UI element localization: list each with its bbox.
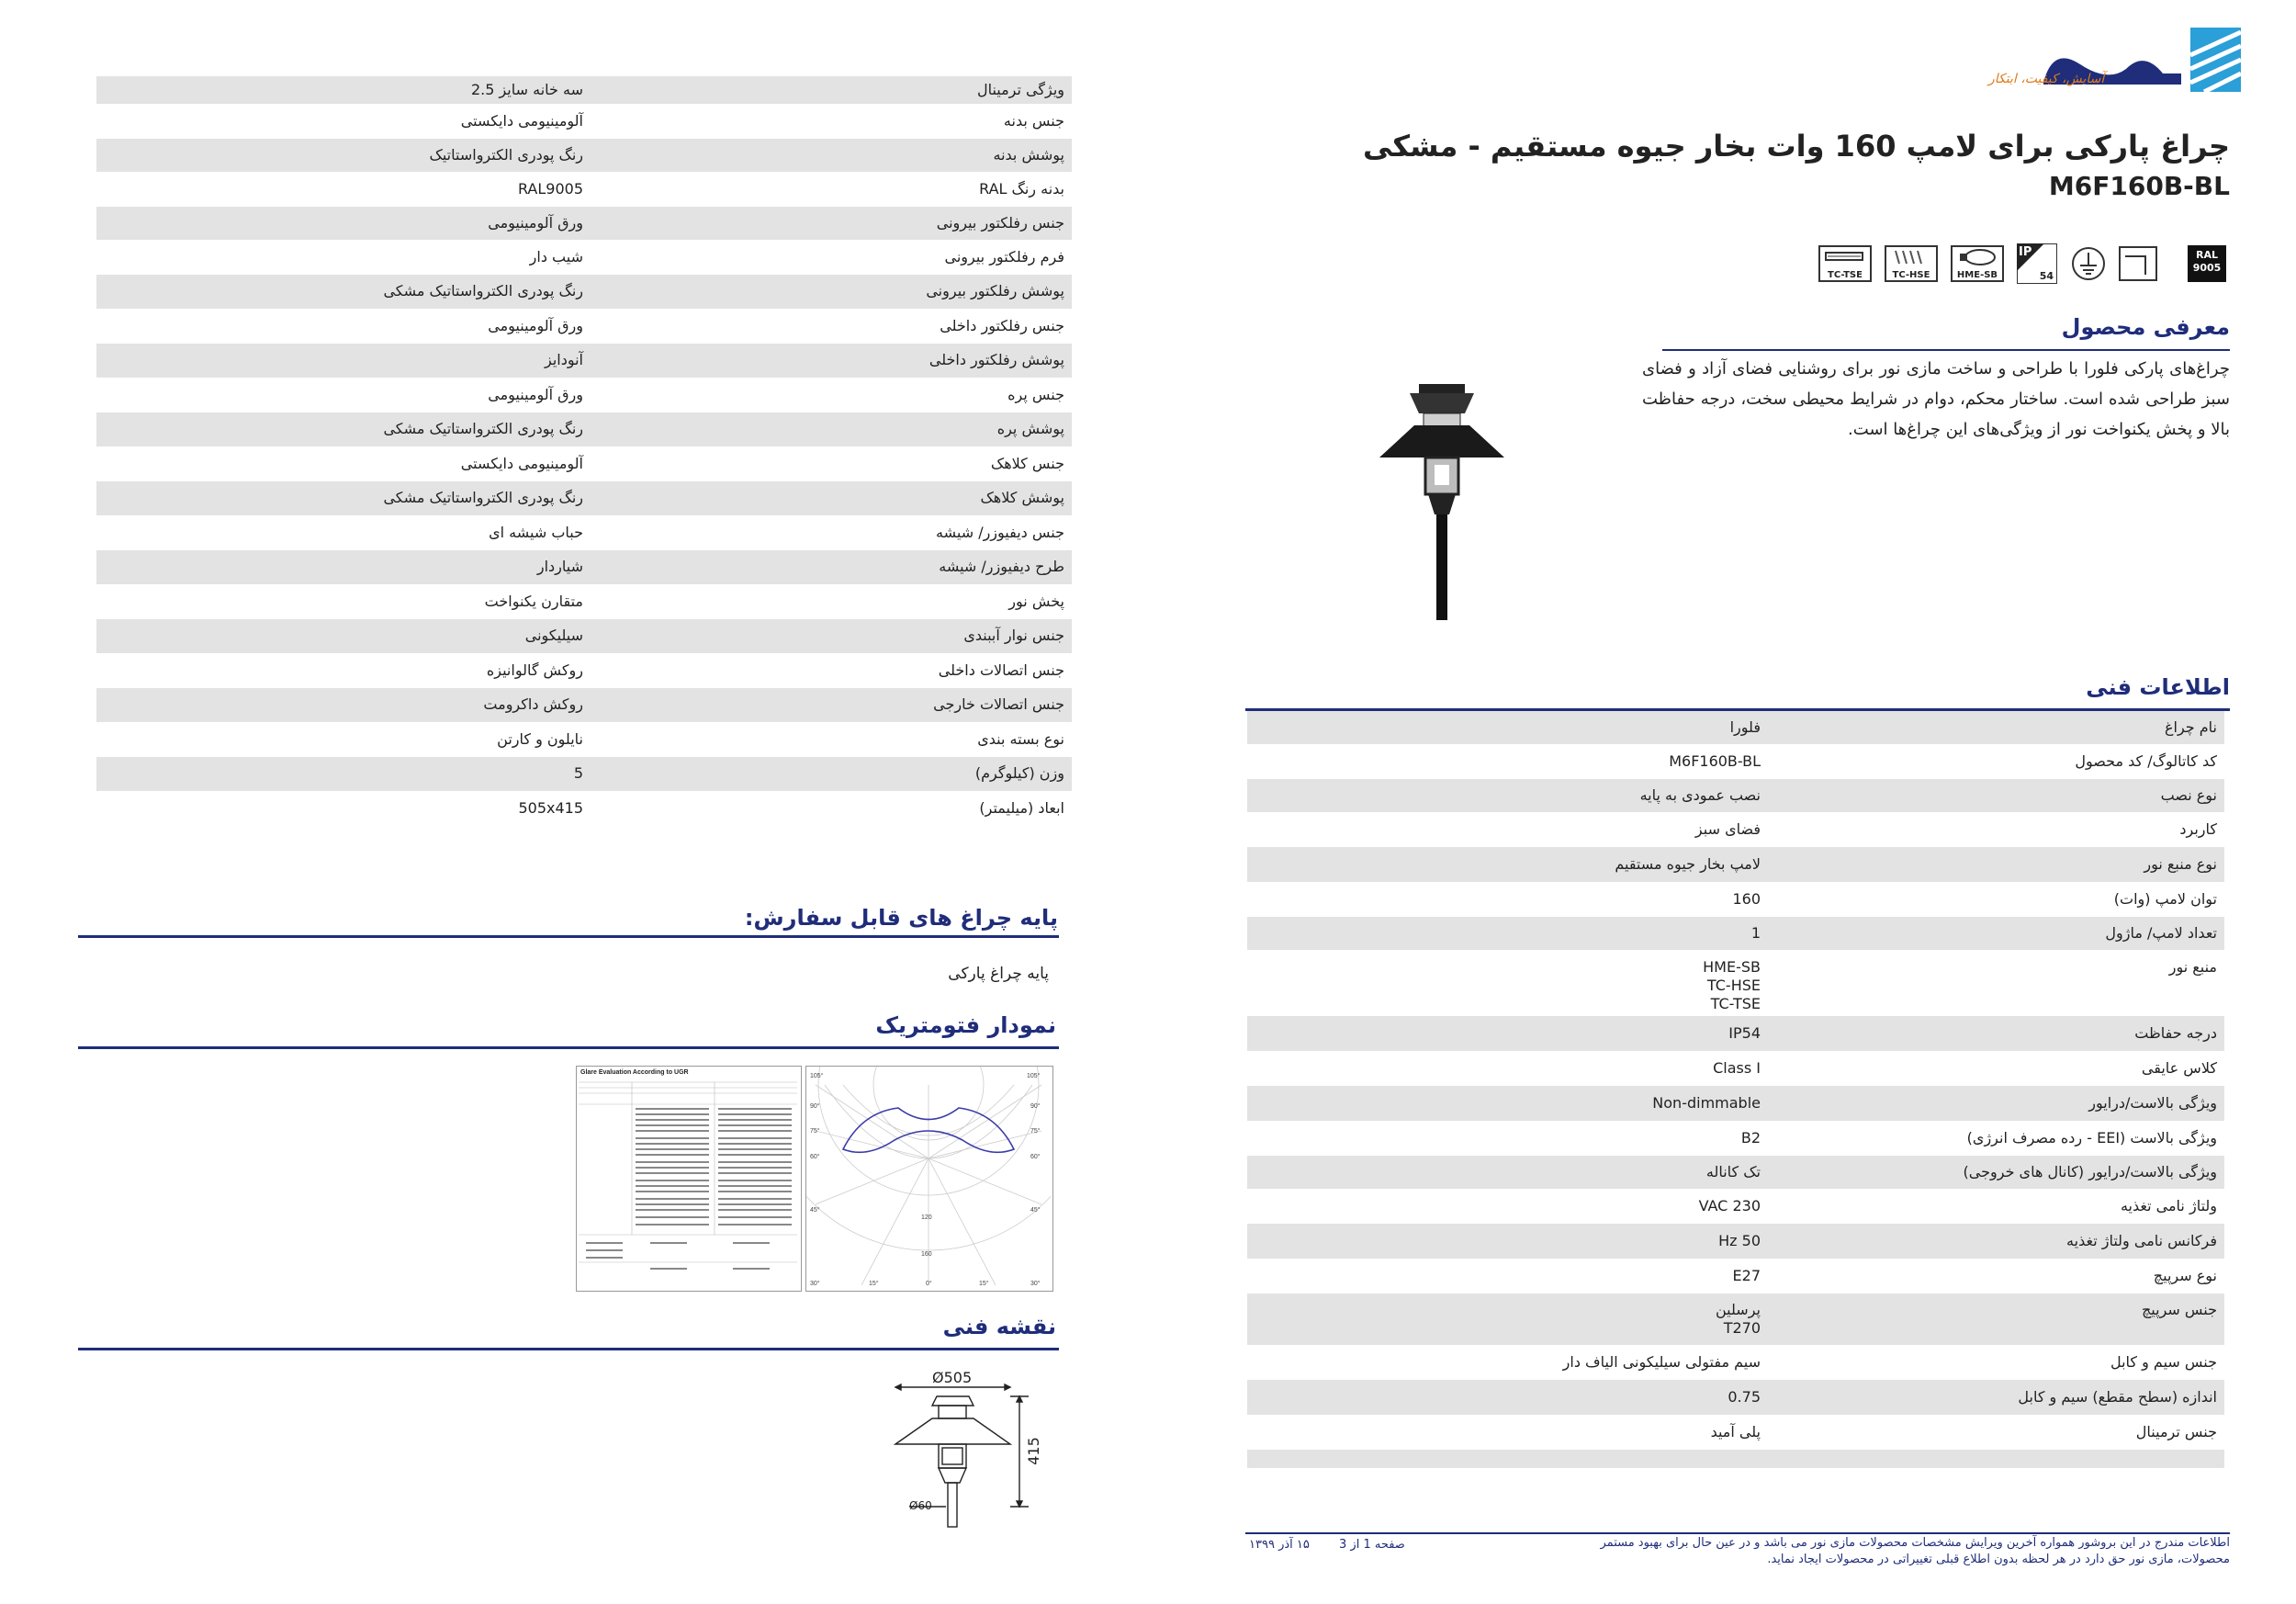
polar-label: 160 bbox=[921, 1251, 932, 1258]
table-row: جنس دیفیوزر/ شیشه حباب شیشه ای bbox=[489, 524, 1064, 541]
polar-label: 30° bbox=[810, 1281, 820, 1287]
product-title: چراغ پارکی برای لامپ 160 وات بخار جیوه مستقیم - مشکی bbox=[1362, 129, 2230, 164]
table-row: توان لامپ (وات) 160 bbox=[1732, 890, 2217, 908]
polar-label: 45° bbox=[810, 1207, 820, 1214]
ugr-table bbox=[576, 1066, 802, 1292]
table-row: جنس سیم و کابل سیم مفتولی سیلیکونی الیاف دار bbox=[1562, 1353, 2217, 1371]
table-row: ویژگی بالاست/درایور Non-dimmable bbox=[1247, 1086, 2224, 1121]
polar-label: 30° bbox=[1030, 1281, 1041, 1287]
polar-label: 60° bbox=[1030, 1154, 1041, 1160]
intro-heading: معرفی محصول bbox=[2061, 314, 2230, 340]
ip54-icon: IP 54 bbox=[2017, 243, 2057, 284]
intro-rule bbox=[1662, 349, 2230, 351]
polar-label: 15° bbox=[869, 1281, 879, 1287]
brand-tagline: آسایش، کیفیت، ابتکار bbox=[1988, 72, 2105, 86]
polar-label: 60° bbox=[810, 1154, 820, 1160]
poles-item: پایه چراغ پارکی bbox=[948, 965, 1049, 983]
tech-heading: اطلاعات فنی bbox=[2086, 674, 2230, 700]
table-row: ابعاد (میلیمتر) 505x415 bbox=[518, 799, 1064, 817]
footer-date: ۱۵ آذر ۱۳۹۹ bbox=[1249, 1538, 1310, 1552]
drawing-heading: نقشه فنی bbox=[942, 1314, 1056, 1339]
poles-heading: پایه چراغ های قابل سفارش: bbox=[744, 905, 1058, 931]
tech-table bbox=[1247, 711, 2224, 1468]
table-row: جنس اتصالات خارجی روکش داکرومت bbox=[96, 688, 1072, 722]
product-code: M6F160B-BL bbox=[2048, 171, 2230, 201]
hme-sb-lamp-icon: HME-SB bbox=[1951, 245, 2004, 282]
drawing-rule bbox=[78, 1348, 1059, 1350]
dim-width: Ø505 bbox=[932, 1369, 973, 1386]
table-row: پوشش بدنه رنگ پودری الکترواستاتیک bbox=[96, 139, 1072, 172]
table-row: پوشش کلاهک رنگ پودری الکترواستاتیک مشکی bbox=[96, 481, 1072, 515]
table-row: ویژگی ترمینال سه خانه سایز 2.5 bbox=[96, 76, 1072, 104]
polar-diagram bbox=[805, 1066, 1053, 1292]
footer-disclaimer-2: محصولات، مازی نور حق دارد در هر لحظه بدون اطلاع قبلی تغییراتی در محصولات ایجاد نماید. bbox=[1767, 1553, 2230, 1566]
table-row: ولتاژ نامی تغذیه 230 VAC bbox=[1698, 1197, 2217, 1214]
photometric-heading: نمودار فتومتریک bbox=[875, 1012, 1056, 1038]
table-row: نوع نصب نصب عمودی به پایه bbox=[1247, 779, 2224, 812]
table-row: جنس رفلکتور بیرونی ورق آلومینیومی bbox=[96, 207, 1072, 240]
table-row: ویژگی بالاست/درایور (کانال های خروجی) تک کاناله bbox=[1247, 1156, 2224, 1189]
table-row: فرم رفلکتور بیرونی شیب دار bbox=[529, 248, 1064, 265]
table-row: کد کاتالوگ/ کد محصول M6F160B-BL bbox=[1669, 752, 2217, 770]
table-row: بدنه رنگ RAL RAL9005 bbox=[517, 180, 1064, 198]
polar-label: 15° bbox=[979, 1281, 989, 1287]
earth-icon bbox=[2070, 245, 2107, 282]
table-row: جنس پره ورق آلومینیومی bbox=[488, 386, 1064, 403]
polar-label: 75° bbox=[1030, 1128, 1041, 1135]
footer-rule bbox=[1245, 1532, 2230, 1534]
cert-icons bbox=[1818, 243, 2232, 284]
polar-label: 90° bbox=[810, 1103, 820, 1110]
table-row: ویژگی بالاست (EEI - رده مصرف انرژی) B2 bbox=[1740, 1129, 2217, 1147]
park-lamp-photo-icon bbox=[1378, 384, 1506, 623]
ugr-grid-icon bbox=[577, 1079, 799, 1281]
table-row: نام چراغ فلورا bbox=[1247, 711, 2224, 744]
ral-9005-icon: RAL 9005 bbox=[2188, 245, 2226, 282]
class-one-icon bbox=[2118, 245, 2158, 282]
poles-rule bbox=[78, 935, 1059, 938]
table-row: پوشش رفلکتور بیرونی رنگ پودری الکترواستاتیک مشکی bbox=[96, 275, 1072, 309]
table-row: پوشش پره رنگ پودری الکترواستاتیک مشکی bbox=[96, 412, 1072, 446]
polar-label: 105° bbox=[810, 1073, 824, 1079]
polar-label: 120 bbox=[921, 1214, 932, 1221]
table-row: تعداد لامپ/ ماژول 1 bbox=[1247, 917, 2224, 950]
technical-drawing bbox=[882, 1369, 1065, 1543]
spec-table bbox=[96, 76, 1072, 826]
table-row: نوع منبع نور لامپ بخار جیوه مستقیم bbox=[1247, 847, 2224, 882]
dim-pole: Ø60 bbox=[909, 1499, 932, 1512]
polar-label: 90° bbox=[1030, 1103, 1041, 1110]
table-row: کلاس عایقی Class I bbox=[1713, 1059, 2217, 1077]
logo-mark-icon bbox=[1970, 28, 2245, 101]
ugr-title: Glare Evaluation According to UGR bbox=[580, 1069, 689, 1076]
brand-logo bbox=[1970, 28, 2245, 101]
photometric-rule bbox=[78, 1046, 1059, 1049]
table-row: جنس نوار آببندی سیلیکونی bbox=[96, 619, 1072, 653]
table-row: پخش نور متقارن یکنواخت bbox=[484, 593, 1064, 610]
table-row: جنس رفلکتور داخلی ورق آلومینیومی bbox=[488, 317, 1064, 334]
tc-tse-lamp-icon: TC-TSE bbox=[1818, 245, 1872, 282]
table-row: جنس سرپیچ پرسلین T270 bbox=[1247, 1293, 2224, 1345]
dim-height: 415 bbox=[1024, 1437, 1042, 1465]
table-row: جنس بدنه آلومینیومی دایکستی bbox=[460, 112, 1064, 130]
intro-body: چراغ‌های پارکی فلورا با طراحی و ساخت مازی نور برای روشنایی فضای آزاد و فضای سبز طراحی شده است. ساختار محکم، دوام در شرایط محیطی سخت، درجه حفاظت بالا و پخش یکنواخت نور از ویژگی‌های این چراغ‌ها است. bbox=[1642, 359, 2230, 439]
table-row: اندازه (سطح مقطع) سیم و کابل 0.75 bbox=[1247, 1380, 2224, 1415]
table-row: جنس کلاهک آلومینیومی دایکستی bbox=[460, 455, 1064, 472]
table-row: منبع نور HME-SB TC-HSE TC-TSE bbox=[1703, 958, 2217, 1012]
footer-disclaimer-1: اطلاعات مندرج در این بروشور همواره آخرین ویرایش مشخصات محصولات مازی نور می باشد و در عین حال برای بهبود مستمر bbox=[1600, 1536, 2230, 1550]
table-row: کاربرد فضای سبز bbox=[1694, 820, 2217, 838]
page-number: صفحه 1 از 3 bbox=[1339, 1538, 1405, 1552]
polar-chart bbox=[806, 1067, 1051, 1289]
table-row: پوشش رفلکتور داخلی آنودایز bbox=[96, 344, 1072, 378]
polar-label: 45° bbox=[1030, 1207, 1041, 1214]
table-row: وزن (کیلوگرم) 5 bbox=[96, 757, 1072, 791]
table-row: نوع سرپیچ E27 bbox=[1732, 1267, 2217, 1284]
table-row bbox=[1247, 1450, 2224, 1468]
table-row: جنس اتصالات داخلی روکش گالوانیزه bbox=[486, 661, 1064, 679]
table-row: فرکانس نامی ولتاژ تغذیه 50 Hz bbox=[1247, 1224, 2224, 1259]
table-row: نوع بسته بندی نایلون و کارتن bbox=[497, 730, 1064, 748]
table-row: طرح دیفیوزر/ شیشه شیاردار bbox=[96, 550, 1072, 584]
product-image bbox=[1378, 384, 1506, 623]
tc-hse-lamp-icon: TC-HSE bbox=[1885, 245, 1938, 282]
polar-label: 0° bbox=[926, 1281, 932, 1287]
table-row: جنس ترمینال پلی آمید bbox=[1710, 1423, 2217, 1440]
polar-label: 105° bbox=[1027, 1073, 1041, 1079]
table-row: درجه حفاظت IP54 bbox=[1247, 1016, 2224, 1051]
polar-label: 75° bbox=[810, 1128, 820, 1135]
